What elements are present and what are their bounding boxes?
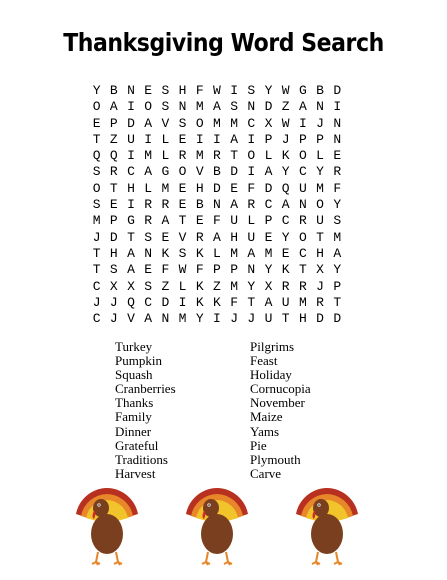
grid-letter: O (316, 197, 324, 213)
grid-letter: A (230, 131, 238, 147)
grid-letter: C (298, 245, 307, 261)
word-item: Cornucopia (250, 381, 311, 397)
grid-letter: H (127, 180, 135, 196)
grid-letter: Y (247, 278, 256, 294)
grid-letter: Z (281, 99, 290, 115)
grid-letter: S (161, 83, 170, 98)
grid-letter: M (92, 213, 101, 229)
grid-letter: S (144, 278, 153, 294)
grid-letter: E (92, 115, 101, 131)
grid-letter: E (281, 245, 290, 261)
word-list-right (250, 340, 311, 481)
grid-letter: O (247, 148, 256, 164)
grid-letter: A (161, 213, 170, 229)
grid-letter: G (298, 83, 307, 98)
grid-letter: I (247, 131, 256, 147)
grid-letter: I (213, 311, 221, 327)
letter-grid (88, 83, 346, 327)
grid-letter: T (247, 294, 256, 310)
grid-letter: M (316, 180, 324, 196)
grid-letter: E (230, 180, 238, 196)
word-item: Dinner (115, 423, 152, 439)
word-item: Pie (250, 437, 267, 453)
grid-letter: J (316, 115, 324, 131)
grid-letter: C (92, 278, 101, 294)
grid-letter: Y (264, 83, 273, 98)
grid-letter: E (195, 213, 204, 229)
grid-letter: X (127, 278, 135, 294)
grid-letter: A (230, 197, 238, 213)
grid-letter: P (230, 262, 238, 278)
grid-letter: H (298, 311, 307, 327)
grid-letter: S (178, 245, 187, 261)
grid-letter: M (230, 278, 238, 294)
grid-letter: A (144, 164, 153, 180)
grid-letter: F (333, 180, 342, 196)
word-item: Plymouth (250, 451, 301, 467)
grid-letter: E (178, 180, 187, 196)
grid-letter: V (161, 115, 170, 131)
grid-letter: N (333, 131, 342, 147)
grid-letter: I (333, 99, 342, 115)
grid-letter: A (247, 245, 256, 261)
grid-letter: A (213, 99, 221, 115)
grid-letter: D (230, 164, 238, 180)
grid-letter: P (109, 115, 118, 131)
grid-letter: W (213, 83, 221, 98)
grid-letter: S (247, 83, 256, 98)
grid-letter: M (161, 180, 170, 196)
grid-letter: D (161, 294, 170, 310)
grid-letter: D (127, 115, 135, 131)
grid-letter: H (230, 229, 238, 245)
grid-letter: R (281, 278, 290, 294)
word-item: Cranberries (115, 381, 176, 397)
grid-letter: M (230, 115, 238, 131)
grid-letter: R (161, 197, 170, 213)
grid-letter: T (92, 262, 101, 278)
grid-letter: D (264, 99, 273, 115)
grid-letter: T (298, 262, 307, 278)
word-item: Carve (250, 465, 282, 481)
grid-letter: A (127, 245, 135, 261)
word-item: Maize (250, 409, 283, 425)
grid-letter: R (144, 213, 153, 229)
grid-letter: I (298, 115, 307, 131)
grid-letter: F (195, 83, 204, 98)
grid-letter: P (316, 131, 324, 147)
grid-letter: D (333, 83, 342, 98)
grid-letter: N (144, 245, 153, 261)
grid-letter: I (230, 83, 238, 98)
grid-letter: O (298, 229, 307, 245)
grid-letter: A (264, 294, 273, 310)
grid-letter: U (230, 213, 238, 229)
grid-letter: L (247, 213, 256, 229)
grid-letter: C (92, 311, 101, 327)
grid-letter: Q (127, 294, 135, 310)
grid-letter: L (178, 278, 187, 294)
grid-letter: M (298, 294, 307, 310)
grid-letter: S (333, 213, 342, 229)
grid-letter: Y (195, 311, 204, 327)
grid-letter: Y (281, 229, 290, 245)
grid-letter: G (161, 164, 170, 180)
grid-letter: V (127, 311, 135, 327)
word-item: November (250, 395, 305, 411)
grid-letter: M (230, 245, 238, 261)
grid-letter: Y (281, 164, 290, 180)
turkey-icon (292, 484, 362, 566)
grid-letter: G (127, 213, 135, 229)
grid-letter: L (161, 148, 170, 164)
grid-letter: T (333, 294, 342, 310)
grid-letter: P (264, 213, 273, 229)
grid-letter: S (230, 99, 238, 115)
grid-letter: T (127, 229, 135, 245)
grid-letter: K (213, 294, 221, 310)
grid-letter: E (144, 83, 153, 98)
grid-letter: O (195, 115, 204, 131)
grid-letter: U (247, 229, 256, 245)
grid-letter: J (316, 278, 324, 294)
grid-letter: E (178, 197, 187, 213)
grid-letter: I (178, 294, 187, 310)
grid-letter: Y (316, 164, 324, 180)
grid-letter: I (195, 131, 204, 147)
grid-letter: C (144, 294, 153, 310)
word-item: Feast (250, 353, 278, 369)
grid-letter: U (264, 311, 273, 327)
word-list-left (115, 340, 176, 481)
grid-letter: V (195, 164, 204, 180)
turkey-icon (72, 484, 142, 566)
grid-letter: N (127, 83, 135, 98)
grid-letter: Y (264, 262, 273, 278)
grid-letter: S (109, 262, 118, 278)
grid-letter: R (298, 278, 307, 294)
grid-letter: A (298, 99, 307, 115)
word-item: Pumpkin (115, 353, 162, 369)
grid-letter: H (178, 83, 187, 98)
grid-letter: F (195, 262, 204, 278)
grid-letter: L (264, 148, 273, 164)
grid-letter: F (161, 262, 170, 278)
grid-letter: R (178, 148, 187, 164)
turkey-illustrations (0, 484, 447, 574)
grid-letter: R (144, 197, 153, 213)
grid-letter: J (109, 311, 118, 327)
grid-letter: L (144, 180, 153, 196)
grid-letter: I (127, 148, 135, 164)
grid-letter: K (195, 278, 204, 294)
grid-letter: T (316, 229, 324, 245)
grid-letter: L (161, 131, 170, 147)
grid-letter: J (230, 311, 238, 327)
grid-letter: A (213, 229, 221, 245)
grid-letter: J (92, 294, 101, 310)
grid-letter: W (178, 262, 187, 278)
grid-letter: F (247, 180, 256, 196)
turkey-icon (182, 484, 252, 566)
grid-letter: C (127, 164, 135, 180)
grid-letter: B (213, 164, 221, 180)
grid-letter: H (316, 245, 324, 261)
grid-letter: U (127, 131, 135, 147)
word-item: Yams (250, 423, 280, 439)
grid-letter: S (92, 164, 101, 180)
grid-letter: M (213, 115, 221, 131)
grid-letter: Y (333, 262, 342, 278)
page-title: Thanksgiving Word Search (63, 28, 384, 57)
grid-letter: A (109, 99, 118, 115)
grid-letter: M (144, 148, 153, 164)
grid-letter: M (195, 148, 204, 164)
grid-letter: Y (92, 83, 101, 98)
grid-letter: C (264, 197, 273, 213)
grid-letter: T (92, 131, 101, 147)
word-item: Turkey (115, 339, 153, 354)
grid-letter: J (109, 294, 118, 310)
grid-letter: A (281, 197, 290, 213)
grid-letter: N (178, 99, 187, 115)
grid-letter: C (298, 164, 307, 180)
grid-letter: F (230, 294, 238, 310)
grid-letter: E (109, 197, 118, 213)
grid-letter: J (247, 311, 256, 327)
grid-letter: R (195, 229, 204, 245)
word-item: Grateful (115, 437, 159, 453)
grid-letter: Y (333, 197, 342, 213)
grid-letter: R (333, 164, 342, 180)
grid-letter: P (109, 213, 118, 229)
grid-letter: Z (109, 131, 118, 147)
grid-letter: W (281, 115, 290, 131)
grid-letter: D (333, 311, 342, 327)
grid-letter: U (281, 294, 290, 310)
grid-letter: F (213, 213, 221, 229)
grid-letter: B (195, 197, 204, 213)
grid-letter: U (316, 213, 324, 229)
grid-letter: X (109, 278, 118, 294)
grid-letter: J (281, 131, 290, 147)
grid-letter: A (264, 164, 273, 180)
grid-letter: H (195, 180, 204, 196)
grid-letter: D (213, 180, 221, 196)
grid-letter: D (264, 180, 273, 196)
grid-letter: K (281, 262, 290, 278)
grid-letter: A (333, 245, 342, 261)
grid-letter: E (264, 229, 273, 245)
grid-letter: B (316, 83, 324, 98)
grid-letter: H (109, 245, 118, 261)
grid-letter: Q (92, 148, 101, 164)
grid-letter: I (144, 131, 153, 147)
grid-letter: N (247, 262, 256, 278)
grid-letter: O (144, 99, 153, 115)
grid-letter: D (109, 229, 118, 245)
grid-letter: B (109, 83, 118, 98)
grid-letter: Z (213, 278, 221, 294)
grid-letter: M (195, 99, 204, 115)
grid-letter: E (144, 262, 153, 278)
grid-letter: T (109, 180, 118, 196)
grid-letter: N (213, 197, 221, 213)
grid-letter: E (333, 148, 342, 164)
grid-letter: L (213, 245, 221, 261)
grid-letter: E (161, 229, 170, 245)
grid-letter: O (178, 164, 187, 180)
grid-letter: L (316, 148, 324, 164)
grid-letter: T (92, 245, 101, 261)
word-item: Squash (115, 367, 153, 383)
grid-letter: T (281, 311, 290, 327)
grid-letter: P (298, 131, 307, 147)
grid-letter: M (264, 245, 273, 261)
grid-letter: S (178, 115, 187, 131)
grid-letter: Z (161, 278, 170, 294)
grid-letter: S (161, 99, 170, 115)
grid-letter: R (298, 213, 307, 229)
grid-letter: W (281, 83, 290, 98)
word-item: Pilgrims (250, 339, 295, 354)
grid-letter: N (316, 99, 324, 115)
word-item: Traditions (115, 451, 168, 467)
grid-letter: R (109, 164, 118, 180)
grid-letter: C (247, 115, 256, 131)
grid-letter: R (213, 148, 221, 164)
grid-letter: M (178, 311, 187, 327)
grid-letter: S (92, 197, 101, 213)
grid-letter: V (178, 229, 187, 245)
grid-letter: P (264, 131, 273, 147)
grid-letter: M (333, 229, 342, 245)
grid-letter: O (298, 148, 307, 164)
word-item: Holiday (250, 367, 292, 383)
grid-letter: T (230, 148, 238, 164)
grid-letter: T (178, 213, 187, 229)
word-item: Family (115, 409, 152, 425)
grid-letter: N (298, 197, 307, 213)
grid-letter: I (213, 131, 221, 147)
grid-letter: X (264, 278, 273, 294)
grid-letter: P (213, 262, 221, 278)
word-item: Thanks (115, 395, 154, 411)
grid-letter: N (161, 311, 170, 327)
grid-letter: K (161, 245, 170, 261)
grid-letter: X (264, 115, 273, 131)
grid-letter: A (144, 311, 153, 327)
grid-letter: I (127, 99, 135, 115)
grid-letter: D (316, 311, 324, 327)
grid-letter: K (281, 148, 290, 164)
grid-letter: J (92, 229, 101, 245)
grid-letter: E (178, 131, 187, 147)
grid-letter: K (195, 245, 204, 261)
grid-letter: R (316, 294, 324, 310)
grid-letter: A (127, 262, 135, 278)
grid-letter: N (247, 99, 256, 115)
word-item: Harvest (115, 465, 156, 481)
grid-letter: K (195, 294, 204, 310)
grid-letter: Q (109, 148, 118, 164)
grid-letter: C (281, 213, 290, 229)
grid-letter: O (92, 180, 101, 196)
grid-letter: I (247, 164, 256, 180)
grid-letter: S (144, 229, 153, 245)
grid-letter: N (333, 115, 342, 131)
grid-letter: A (144, 115, 153, 131)
grid-letter: X (316, 262, 324, 278)
grid-letter: P (333, 278, 342, 294)
grid-letter: I (127, 197, 135, 213)
grid-letter: Q (281, 180, 290, 196)
grid-letter: O (92, 99, 101, 115)
grid-letter: R (247, 197, 256, 213)
grid-letter: U (298, 180, 307, 196)
